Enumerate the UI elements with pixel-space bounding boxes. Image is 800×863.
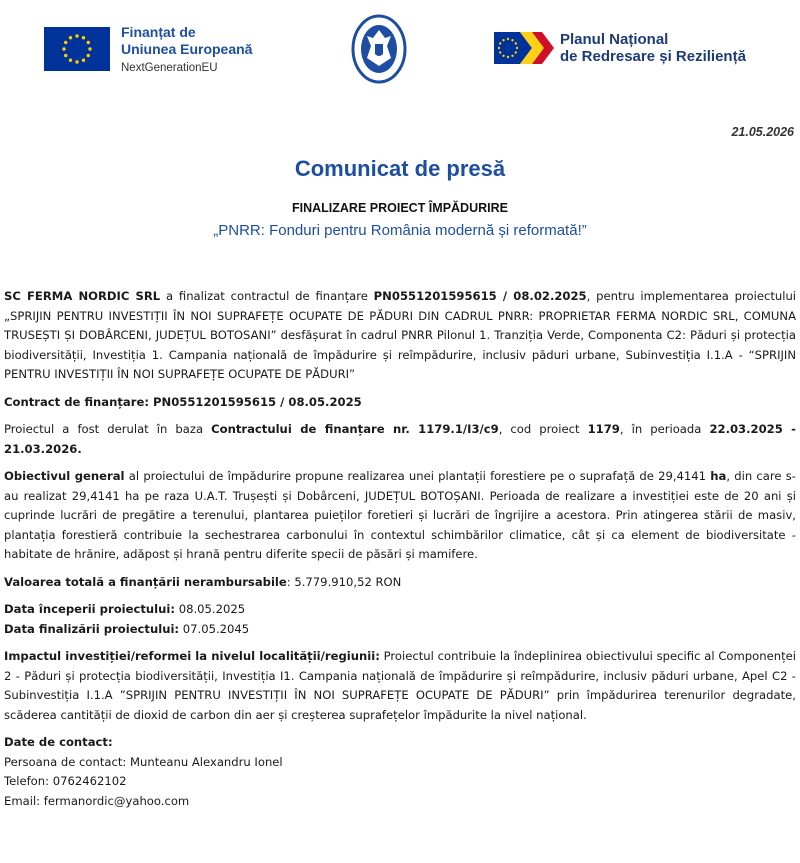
eu-star-icon — [511, 55, 513, 57]
objective-text-2: , din care s-au realizat 29,4141 ha pe raza U.A.T. Trușești și Dobârceni, JUDEȚUL BOTOȘANI. Perioada de realizare a investiției este de 20 ani și cuprinde lucrări de pregătire a terenului, plantarea puieților foretieri și lucrări de îngrijire a acestora. Prin atingerea stării de masiv, plantația forestieră contribuie la sechestrarea carbonului în contextul schimbărilor climatice, cât și ca element de biodiversitate - habitate de hrănire, adăpost și hrană pentru diferite specii de păsări și mamifere. — [4, 469, 796, 561]
contact-person: Persoana de contact: Munteanu Alexandru Ionel — [4, 754, 283, 769]
derulare-text-1: Proiectul a fost derulat în baza — [4, 422, 212, 436]
paragraph-start-date — [4, 600, 796, 620]
eu-star-icon — [69, 59, 72, 62]
eu-line1: Finanțat de — [121, 24, 196, 40]
page-title: Comunicat de presă — [294, 156, 506, 181]
eu-star-icon — [64, 41, 67, 44]
paragraph-intro — [4, 287, 796, 385]
intro-text-2: , pentru implementarea proiectului „SPRIJIN PENTRU INVESTIȚII ÎN NOI SUPRAFEȚE OCUPATE DE PĂDURI DIN CADRUL PNRR: PROPRIETAR FERMA NORDIC SRL, COMUNA TRUSEȘTI ȘI DOBÂRCENI, JUDEȚUL BOTOSANI” desfășurat în cadrul PNRR Pilonul 1. Tranziția Verde, Componenta C2: Păduri și protecția biodiversității, Investiția 1. Campania națională de împădurire și reîmpădurire, inclusiv păduri urbane, Subinvestiția I.1.A - “SPRIJIN PENTRU INVESTIȚII ÎN NOI SUPRAFEȚE OCUPATE DE PĂDURI” — [4, 289, 797, 381]
derulare-text-3: , în perioada — [619, 422, 710, 436]
derulare-bold-2: 1179 — [587, 422, 620, 436]
paragraph-contract — [4, 393, 796, 413]
objective-text-1: al proiectului de împădurire propune realizarea unei plantații forestiere pe o suprafață de 29,4141 — [124, 469, 711, 483]
eu-star-icon — [516, 47, 518, 49]
impact-text: Proiectul contribuie la îndeplinirea obiectivului specific al Componenței 2 - Păduri și protecția biodiversității, Investiția I1. Campania națională de împădurire și reîmpădurire, inclusiv păduri urbane, Apel C2 - Subinvestiția I.1.A ”SPRIJIN PENTRU INVESTIȚII ÎN NOI SUPRAFEȚE OCUPATE DE PĂDURI” prin împădurirea terenurilor degradate, scăderea cantității de dioxid de carbon din aer și creșterea suprafețelor împădurite la nivel național. — [4, 649, 796, 722]
eu-star-icon — [515, 51, 517, 53]
contact-label — [4, 733, 796, 753]
eu-star-icon — [499, 51, 501, 53]
contract-label: Contract de finanțare: PN0551201595615 / 08.05.2025 — [4, 394, 362, 409]
eu-star-icon — [75, 34, 78, 37]
eu-star-icon — [82, 59, 85, 62]
value-amount: : 5.779.910,52 RON — [286, 574, 402, 589]
paragraph-objective — [4, 467, 796, 565]
derulare-bold-3: 22.03.2025 - 21.03.2026. — [4, 422, 796, 456]
eu-star-icon — [498, 47, 500, 49]
eu-star-icon — [62, 47, 65, 50]
pnrr-line2: de Redresare și Reziliență — [560, 48, 746, 65]
end-date-value: 07.05.2045 — [179, 621, 250, 636]
eu-star-icon — [88, 47, 91, 50]
eu-star-icon — [87, 41, 90, 44]
intro-text-1: a finalizat contractul de finanțare — [160, 289, 374, 303]
government-crest-logo — [351, 14, 407, 84]
subtitle: FINALIZARE PROIECT ÎMPĂDURIRE — [292, 201, 508, 215]
eu-star-icon — [69, 36, 72, 39]
objective-label: Obiectivul general — [4, 469, 125, 483]
eu-star-icon — [82, 36, 85, 39]
paragraph-derulare — [4, 420, 796, 459]
pnrr-logo — [494, 30, 554, 66]
contact-phone: Telefon: 0762462102 — [4, 774, 127, 788]
slogan: „PNRR: Fonduri pentru România modernă și reformată!” — [213, 222, 587, 239]
derulare-text-2: , cod proiect — [498, 422, 588, 436]
start-date-label: Data începerii proiectului: — [4, 602, 176, 616]
document-body — [4, 287, 796, 811]
document-date: 21.05.2026 — [731, 125, 794, 139]
eu-line3: NextGenerationEU — [121, 62, 218, 74]
eu-funding-text — [121, 24, 252, 77]
eu-star-icon — [511, 39, 513, 41]
contact-heading: Date de contact: — [4, 735, 113, 749]
eu-star-icon — [64, 54, 67, 57]
eu-star-icon — [515, 42, 517, 44]
start-date-value: 08.05.2025 — [175, 602, 246, 616]
company-name: SC FERMA NORDIC SRL — [4, 289, 161, 303]
eu-star-icon — [502, 39, 504, 41]
eu-line2: Uniunea Europeană — [121, 41, 253, 57]
value-label: Valoarea totală a finanțării nerambursabile — [4, 574, 287, 589]
derulare-bold-1: Contractului de finanțare nr. 1179.1/I3/c9 — [211, 422, 499, 436]
header-logos — [0, 0, 800, 110]
eu-star-icon — [502, 55, 504, 57]
impact-label: Impactul investiției/reformei la nivelul localității/regiunii: — [4, 649, 380, 663]
paragraph-end-date — [4, 620, 796, 640]
eu-star-icon — [507, 38, 509, 40]
pnrr-text — [560, 31, 746, 65]
contract-number: PN0551201595615 / 08.02.2025 — [373, 289, 587, 303]
contact-email: Email: fermanordic@yahoo.com — [4, 793, 190, 808]
paragraph-impact — [4, 647, 796, 725]
eu-star-icon — [75, 60, 78, 63]
end-date-label: Data finalizării proiectului: — [4, 621, 180, 636]
eu-star-icon — [507, 56, 509, 58]
paragraph-value — [4, 573, 796, 593]
pnrr-line1: Planul Național — [560, 31, 669, 48]
eu-star-icon — [499, 42, 501, 44]
eu-flag-logo — [44, 27, 110, 71]
eu-star-icon — [87, 54, 90, 57]
objective-bold-ha: ha — [710, 469, 727, 483]
